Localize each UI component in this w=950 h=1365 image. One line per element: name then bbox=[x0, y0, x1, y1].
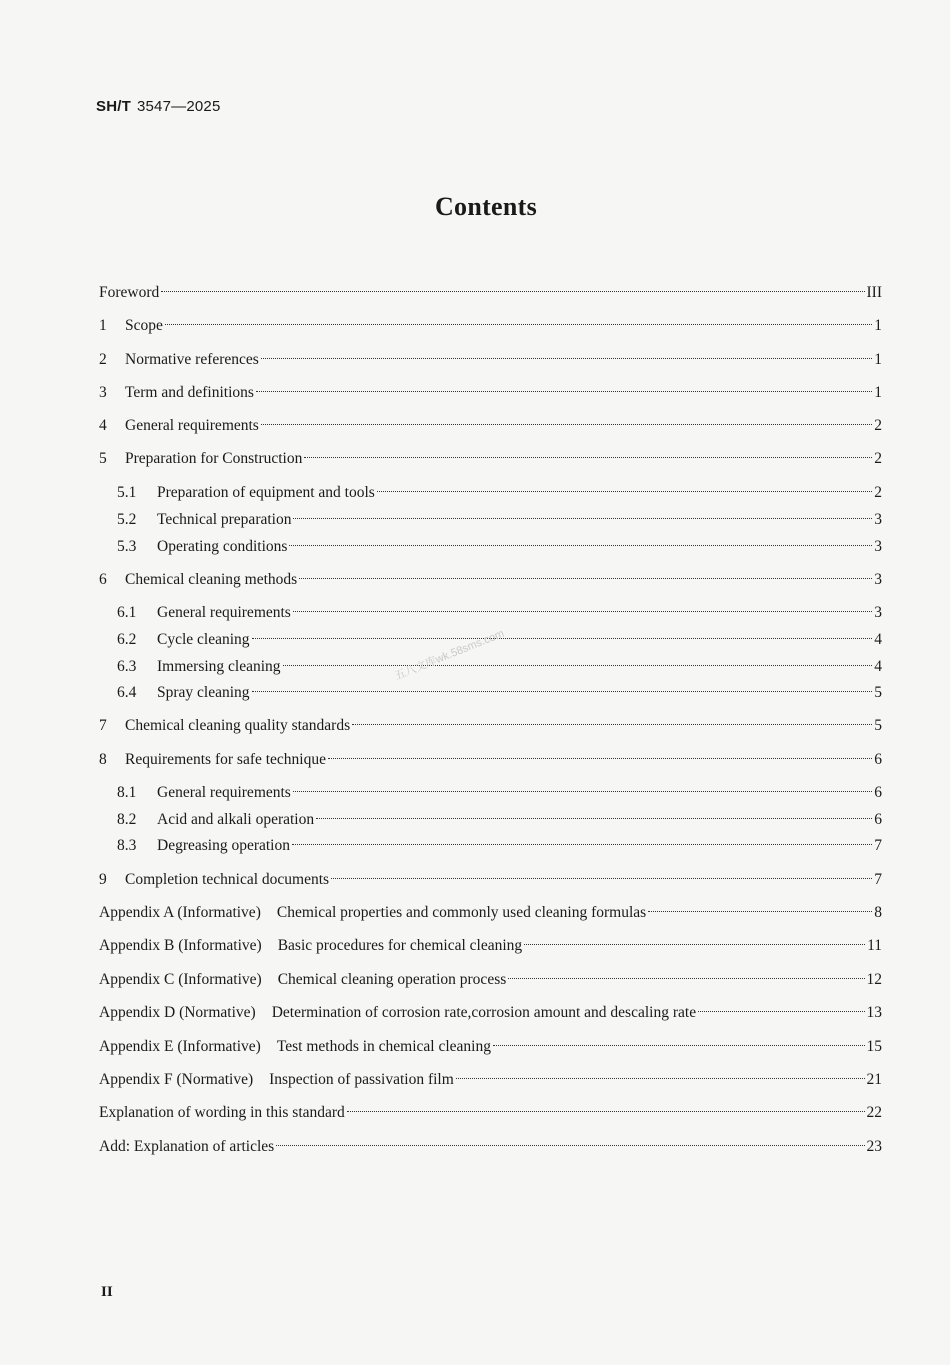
toc-entry-label: Basic procedures for chemical cleaning bbox=[277, 937, 523, 954]
toc-entry-number: 6.1 bbox=[117, 604, 137, 621]
toc-entry-appendix: Appendix D (Normative) bbox=[99, 1004, 256, 1021]
toc-entry-number: 5.2 bbox=[117, 511, 137, 528]
toc-entry[interactable] bbox=[99, 869, 882, 891]
toc-entry[interactable] bbox=[99, 1136, 882, 1158]
toc-entry-page: 2 bbox=[874, 450, 882, 467]
dot-leader bbox=[377, 491, 872, 492]
toc-entry-label: Test methods in chemical cleaning bbox=[276, 1038, 491, 1055]
toc-entry-number: 5.3 bbox=[117, 538, 137, 555]
dot-leader bbox=[304, 457, 872, 458]
toc-entry-number: 6.3 bbox=[117, 658, 137, 675]
toc-entry[interactable] bbox=[99, 1036, 882, 1058]
dot-leader bbox=[456, 1078, 865, 1079]
toc-entry-label: Explanation of wording in this standard bbox=[99, 1104, 345, 1121]
toc-entry-label: Requirements for safe technique bbox=[125, 751, 326, 768]
toc-entry-page: 15 bbox=[866, 1038, 882, 1055]
dot-leader bbox=[648, 911, 872, 912]
toc-entry[interactable] bbox=[117, 536, 882, 558]
toc-entry-page: 6 bbox=[874, 811, 882, 828]
toc-entry-label: Spray cleaning bbox=[157, 684, 250, 701]
toc-entry-label: Scope bbox=[125, 317, 163, 334]
toc-entry-label: Add: Explanation of articles bbox=[99, 1138, 275, 1155]
toc-entry-label: Degreasing operation bbox=[157, 837, 290, 854]
toc-entry-number: 6 bbox=[99, 571, 107, 588]
toc-entry[interactable] bbox=[99, 749, 882, 771]
toc-entry[interactable] bbox=[117, 682, 882, 704]
standard-code-prefix: SH/T bbox=[96, 98, 131, 115]
toc-entry-label: Chemical cleaning methods bbox=[125, 571, 298, 588]
dot-leader bbox=[293, 518, 872, 519]
dot-leader bbox=[331, 878, 872, 879]
toc-entry-page: 4 bbox=[874, 631, 882, 648]
toc-entry-page: 13 bbox=[866, 1004, 882, 1021]
dot-leader bbox=[293, 791, 872, 792]
toc-entry-page: 3 bbox=[874, 571, 882, 588]
toc-entry[interactable] bbox=[99, 1069, 882, 1091]
toc-entry-number: 6.2 bbox=[117, 631, 137, 648]
toc-entry[interactable] bbox=[117, 835, 882, 857]
dot-leader bbox=[698, 1011, 864, 1012]
toc-entry-appendix: Appendix F (Normative) bbox=[99, 1071, 254, 1088]
toc-entry[interactable] bbox=[99, 282, 882, 304]
toc-entry-page: 11 bbox=[867, 937, 882, 954]
toc-entry-page: 6 bbox=[874, 784, 882, 801]
toc-entry-number: 5 bbox=[99, 450, 107, 467]
dot-leader bbox=[161, 291, 864, 292]
toc-entry[interactable] bbox=[117, 509, 882, 531]
toc-entry-number: 8 bbox=[99, 751, 107, 768]
toc-entry-label: General requirements bbox=[157, 784, 291, 801]
dot-leader bbox=[352, 724, 872, 725]
toc-entry-appendix: Appendix C (Informative) bbox=[99, 971, 262, 988]
toc-entry-number: 8.2 bbox=[117, 811, 137, 828]
dot-leader bbox=[524, 944, 865, 945]
toc-entry-appendix: Appendix B (Informative) bbox=[99, 937, 262, 954]
toc-entry-number: 6.4 bbox=[117, 684, 137, 701]
watermark: 五八文库wk.58sms.com bbox=[393, 627, 506, 683]
toc-entry-label: Foreword bbox=[99, 284, 160, 301]
dot-leader bbox=[252, 691, 872, 692]
page-title: Contents bbox=[434, 192, 538, 221]
toc-entry[interactable] bbox=[117, 809, 882, 831]
toc-entry-appendix: Appendix A (Informative) bbox=[99, 904, 261, 921]
toc-entry-number: 7 bbox=[99, 717, 107, 734]
dot-leader bbox=[316, 818, 872, 819]
toc-entry-page: 12 bbox=[866, 971, 882, 988]
toc-entry-label: Chemical cleaning operation process bbox=[277, 971, 507, 988]
toc-entry-label: Chemical cleaning quality standards bbox=[125, 717, 351, 734]
dot-leader bbox=[256, 391, 872, 392]
toc-entry-label: General requirements bbox=[125, 417, 259, 434]
toc-entry-number: 8.3 bbox=[117, 837, 137, 854]
toc-entry-label: General requirements bbox=[157, 604, 291, 621]
toc-entry[interactable] bbox=[99, 569, 882, 591]
toc-entry-page: 21 bbox=[866, 1071, 882, 1088]
toc-entry-label: Term and definitions bbox=[125, 384, 254, 401]
dot-leader bbox=[293, 611, 872, 612]
dot-leader bbox=[289, 545, 872, 546]
toc-entry-page: 8 bbox=[874, 904, 882, 921]
toc-entry-label: Acid and alkali operation bbox=[157, 811, 315, 828]
toc-entry-label: Chemical properties and commonly used cleaning formulas bbox=[276, 904, 647, 921]
toc-entry-page: 3 bbox=[874, 511, 882, 528]
toc-entry-label: Cycle cleaning bbox=[157, 631, 250, 648]
toc-entry[interactable] bbox=[117, 602, 882, 624]
toc-entry-page: 23 bbox=[866, 1138, 882, 1155]
toc-entry-label: Inspection of passivation film bbox=[269, 1071, 454, 1088]
dot-leader bbox=[328, 758, 872, 759]
toc-entry-page: 3 bbox=[874, 538, 882, 555]
toc-entry[interactable] bbox=[99, 448, 882, 470]
dot-leader bbox=[493, 1045, 865, 1046]
toc-entry-page: 6 bbox=[874, 751, 882, 768]
standard-code bbox=[96, 98, 221, 115]
toc-entry[interactable] bbox=[99, 935, 882, 957]
toc-entry[interactable] bbox=[99, 1002, 882, 1024]
dot-leader bbox=[261, 424, 872, 425]
toc-entry-page: 1 bbox=[874, 384, 882, 401]
toc-entry-page: 5 bbox=[874, 717, 882, 734]
toc-entry-number: 9 bbox=[99, 871, 107, 888]
toc-entry-page: 2 bbox=[874, 417, 882, 434]
toc-entry-appendix: Appendix E (Informative) bbox=[99, 1038, 261, 1055]
toc-entry-page: 7 bbox=[874, 837, 882, 854]
toc-entry-page: 7 bbox=[874, 871, 882, 888]
toc-entry-label: Operating conditions bbox=[157, 538, 288, 555]
dot-leader bbox=[347, 1111, 865, 1112]
toc-entry-page: 1 bbox=[874, 317, 882, 334]
toc-entry-label: Preparation for Construction bbox=[125, 450, 303, 467]
toc-entry[interactable] bbox=[99, 382, 882, 404]
toc-entry[interactable] bbox=[99, 1102, 882, 1124]
toc-entry-label: Normative references bbox=[125, 351, 259, 368]
toc-entry[interactable] bbox=[99, 349, 882, 371]
page-number: II bbox=[101, 1284, 113, 1300]
standard-number: 3547—2025 bbox=[136, 98, 221, 115]
toc-entry[interactable] bbox=[99, 715, 882, 737]
toc-entry[interactable] bbox=[117, 782, 882, 804]
toc-entry-number: 3 bbox=[99, 384, 107, 401]
toc-entry-page: 5 bbox=[874, 684, 882, 701]
toc-entry[interactable] bbox=[117, 482, 882, 504]
toc-entry-page: 22 bbox=[866, 1104, 882, 1121]
dot-leader bbox=[252, 638, 872, 639]
toc-entry[interactable] bbox=[99, 969, 882, 991]
toc-entry-label: Completion technical documents bbox=[125, 871, 330, 888]
dot-leader bbox=[283, 665, 872, 666]
toc-entry[interactable] bbox=[99, 415, 882, 437]
toc-entry-page: 4 bbox=[874, 658, 882, 675]
toc-entry[interactable] bbox=[99, 902, 882, 924]
toc-entry-number: 2 bbox=[99, 351, 107, 368]
toc-entry-label: Preparation of equipment and tools bbox=[157, 484, 375, 501]
toc-entry-number: 8.1 bbox=[117, 784, 137, 801]
dot-leader bbox=[165, 324, 872, 325]
dot-leader bbox=[261, 358, 872, 359]
toc-entry-label: Technical preparation bbox=[157, 511, 292, 528]
toc-entry-page: 2 bbox=[874, 484, 882, 501]
toc-entry-label: Determination of corrosion rate,corrosion amount and descaling rate bbox=[271, 1004, 697, 1021]
dot-leader bbox=[508, 978, 864, 979]
toc-entry-page: 1 bbox=[874, 351, 882, 368]
dot-leader bbox=[276, 1145, 864, 1146]
toc-entry[interactable] bbox=[99, 315, 882, 337]
toc-entry-number: 4 bbox=[99, 417, 107, 434]
dot-leader bbox=[292, 844, 872, 845]
toc-entry-number: 1 bbox=[99, 317, 107, 334]
toc-entry-number: 5.1 bbox=[117, 484, 137, 501]
toc-entry-label: Immersing cleaning bbox=[157, 658, 281, 675]
dot-leader bbox=[299, 578, 872, 579]
toc-entry-page: III bbox=[866, 284, 882, 301]
toc-entry-page: 3 bbox=[874, 604, 882, 621]
toc-entry[interactable] bbox=[117, 656, 882, 678]
